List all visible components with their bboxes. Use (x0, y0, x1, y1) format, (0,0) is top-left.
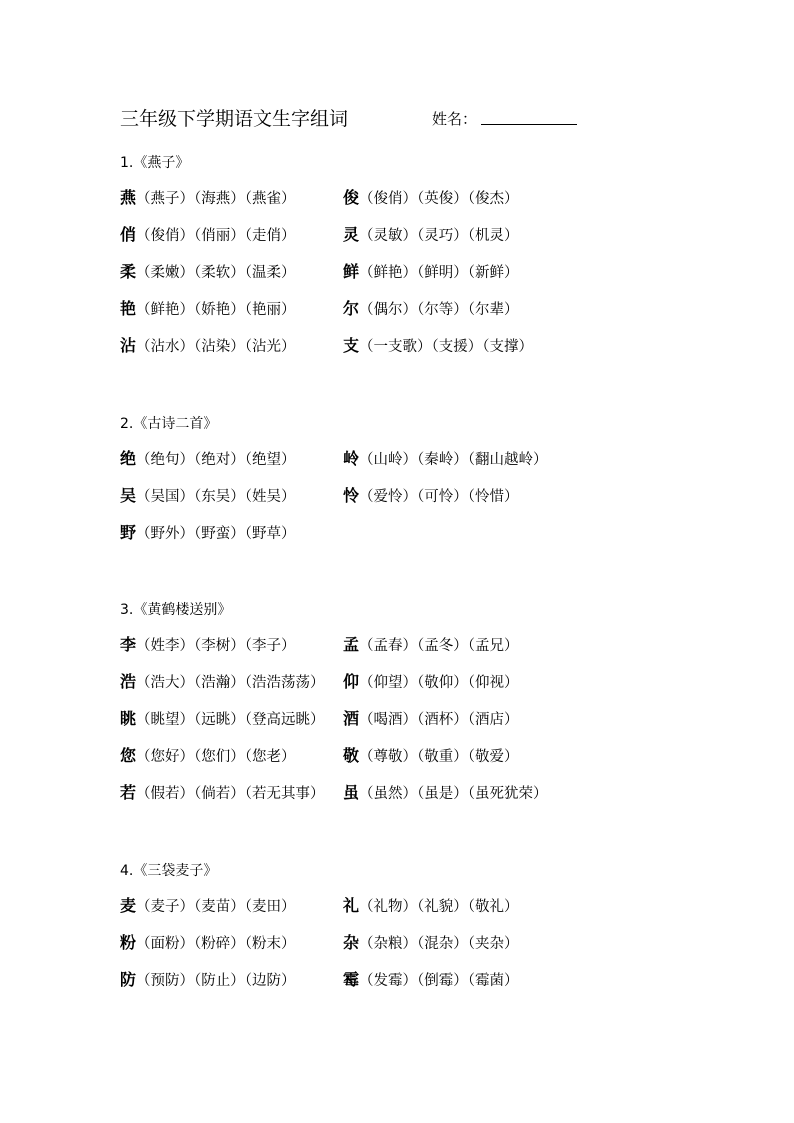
word-entry (343, 335, 643, 372)
word-group: （吴国）（东吴）（姓吴） (136, 489, 296, 505)
word-entry (120, 932, 343, 969)
word-entries (120, 448, 720, 559)
character: 防 (120, 970, 137, 989)
word-entry (120, 969, 343, 1006)
character: 支 (343, 336, 360, 355)
word-group: （沾水）（沾染）（沾光） (136, 339, 296, 355)
character: 艳 (120, 299, 137, 318)
word-group: （礼物）（礼貌）（敬礼） (359, 899, 519, 915)
word-entries (120, 895, 720, 1006)
word-entries (120, 187, 720, 372)
word-entry (343, 895, 643, 932)
character: 浩 (120, 672, 137, 691)
character: 俊 (343, 188, 360, 207)
lesson-section-4 (120, 860, 720, 1006)
word-entry (343, 745, 643, 782)
character: 鲜 (343, 262, 360, 281)
character: 仰 (343, 672, 360, 691)
word-entry (120, 261, 343, 298)
word-group: （发霉）（倒霉）（霉菌） (359, 973, 519, 989)
word-group: （仰望）（敬仰）（仰视） (359, 675, 519, 691)
word-entries (120, 634, 720, 819)
word-group: （预防）（防止）（边防） (136, 973, 296, 989)
name-label: 姓名： (432, 110, 478, 128)
character: 俏 (120, 225, 137, 244)
character: 礼 (343, 896, 360, 915)
word-group: （喝酒）（酒杯）（酒店） (359, 712, 519, 728)
word-group: （爱怜）（可怜）（怜惜） (359, 489, 519, 505)
word-entry (120, 782, 343, 819)
character: 柔 (120, 262, 137, 281)
word-group: （眺望）（远眺）（登高远眺） (136, 712, 325, 728)
word-entry (343, 634, 643, 671)
word-entry (120, 224, 343, 261)
character: 眺 (120, 709, 137, 728)
word-group: （鲜艳）（鲜明）（新鲜） (359, 265, 519, 281)
word-entry (343, 782, 643, 819)
word-group: （野外）（野蛮）（野草） (136, 526, 296, 542)
word-group: （您好）（您们）（您老） (136, 749, 296, 765)
word-entry (343, 448, 643, 485)
word-entry (343, 708, 643, 745)
character: 孟 (343, 635, 360, 654)
section-heading: 4.《三袋麦子》 (120, 863, 218, 879)
word-entry (343, 671, 643, 708)
word-group: （杂粮）（混杂）（夹杂） (359, 936, 519, 952)
word-group: （鲜艳）（娇艳）（艳丽） (136, 302, 296, 318)
word-entry (120, 187, 343, 224)
section-heading: 2.《古诗二首》 (120, 416, 218, 432)
word-entry (343, 298, 643, 335)
character: 李 (120, 635, 137, 654)
word-entry (120, 745, 343, 782)
word-entry (120, 448, 343, 485)
word-group: （绝句）（绝对）（绝望） (136, 452, 296, 468)
character: 吴 (120, 486, 137, 505)
character: 绝 (120, 449, 137, 468)
word-entry (343, 261, 643, 298)
word-entry (120, 634, 343, 671)
word-group: （麦子）（麦苗）（麦田） (136, 899, 296, 915)
word-entry (343, 224, 643, 261)
character: 您 (120, 746, 137, 765)
word-group: （假若）（倘若）（若无其事） (136, 786, 325, 802)
word-group: （山岭）（秦岭）（翻山越岭） (359, 452, 548, 468)
character: 沾 (120, 336, 137, 355)
word-entry (120, 335, 343, 372)
character: 燕 (120, 188, 137, 207)
word-group: （姓李）（李树）（李子） (136, 638, 296, 654)
word-group: （虽然）（虽是）（虽死犹荣） (359, 786, 548, 802)
word-group: （尊敬）（敬重）（敬爱） (359, 749, 519, 765)
character: 霉 (343, 970, 360, 989)
character: 敬 (343, 746, 360, 765)
word-entry (120, 522, 343, 559)
word-group: （孟春）（孟冬）（孟兄） (359, 638, 519, 654)
word-entry (343, 969, 643, 1006)
title-row (120, 104, 720, 134)
word-group: （一支歌）（支援）（支撑） (359, 339, 534, 355)
word-group: （燕子）（海燕）（燕雀） (136, 191, 296, 207)
word-group: （面粉）（粉碎）（粉末） (136, 936, 296, 952)
character: 粉 (120, 933, 137, 952)
word-group: （偶尔）（尔等）（尔辈） (359, 302, 519, 318)
word-entry (120, 671, 343, 708)
word-entry (343, 187, 643, 224)
word-group: （柔嫩）（柔软）（温柔） (136, 265, 296, 281)
word-group: （浩大）（浩瀚）（浩浩荡荡） (136, 675, 325, 691)
word-group: （俊俏）（英俊）（俊杰） (359, 191, 519, 207)
name-blank-line (481, 124, 577, 125)
lesson-section-2 (120, 413, 720, 559)
character: 酒 (343, 709, 360, 728)
word-entry (120, 895, 343, 932)
section-heading: 3.《黄鹤楼送别》 (120, 602, 232, 618)
character: 尔 (343, 299, 360, 318)
word-group: （俊俏）（俏丽）（走俏） (136, 228, 296, 244)
word-entry (343, 932, 643, 969)
word-entry (120, 298, 343, 335)
character: 虽 (343, 783, 360, 802)
character: 灵 (343, 225, 360, 244)
character: 野 (120, 523, 137, 542)
character: 岭 (343, 449, 360, 468)
character: 怜 (343, 486, 360, 505)
word-group: （灵敏）（灵巧）（机灵） (359, 228, 519, 244)
character: 杂 (343, 933, 360, 952)
word-entry (120, 708, 343, 745)
worksheet-title: 三年级下学期语文生字组词 (120, 108, 349, 130)
lesson-section-3 (120, 599, 720, 819)
character: 若 (120, 783, 137, 802)
word-entry (343, 485, 643, 522)
word-entry (120, 485, 343, 522)
lesson-section-1 (120, 152, 720, 372)
character: 麦 (120, 896, 137, 915)
section-heading: 1.《燕子》 (120, 155, 190, 171)
